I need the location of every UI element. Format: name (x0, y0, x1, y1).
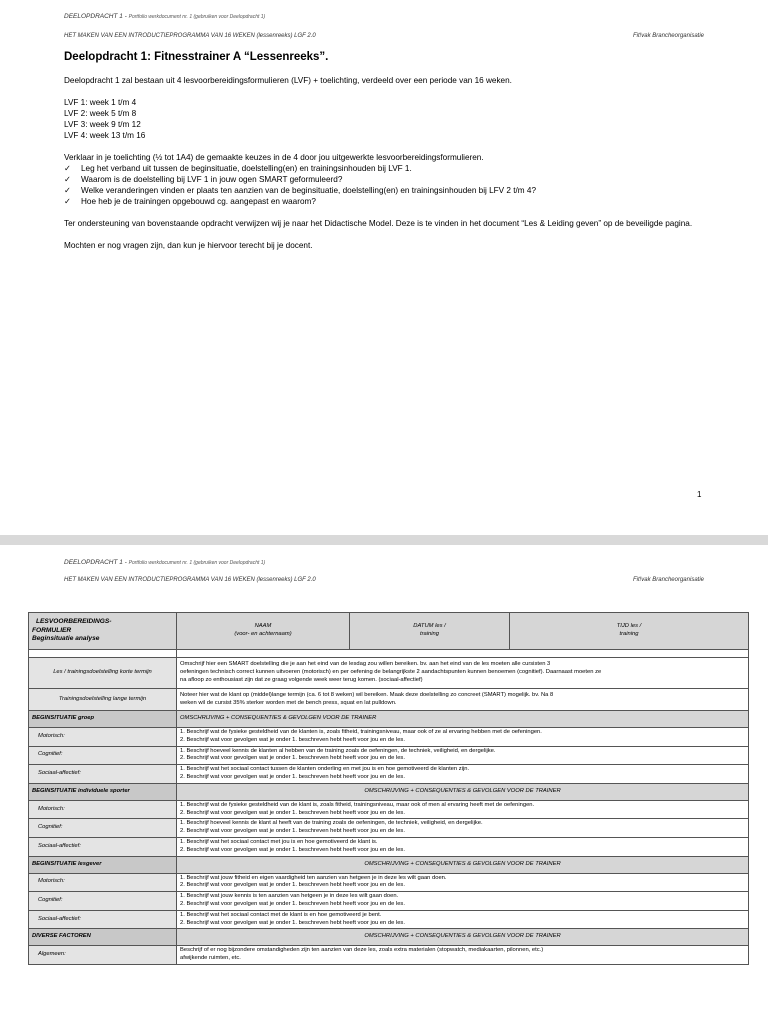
row-text-line: 2. Beschrijf wat voor gevolgen wat je onder 1. beschreven hebt heeft voor jou en de les. (180, 809, 405, 816)
row-label (29, 746, 177, 765)
row-label-text: Cognitief: (38, 824, 63, 831)
spacer-row (29, 650, 749, 658)
header-program-title: HET MAKEN VAN EEN INTRODUCTIEPROGRAMMA VAN 16 WEKEN (lessenreeks) LGF 2.0 (64, 577, 316, 583)
row-label-text: Motorisch: (38, 732, 65, 739)
row-content[interactable] (177, 689, 749, 711)
row-label (29, 819, 177, 838)
row-text-line: na afloop zo enthousiast zijn dat ze graag volgende week weer terug komen. (sociaal-affectief) (180, 676, 423, 683)
row-text-line: 2. Beschrijf wat voor gevolgen wat je onder 1. beschreven hebt heeft voor jou en de les. (180, 919, 405, 926)
page-header-title (64, 559, 265, 566)
row-label-text: Sociaal-affectief: (38, 842, 81, 849)
row-label-text: Sociaal-affectief: (38, 770, 81, 777)
row-text-line: weken wil de cursist 35% sterker worden met de bench press, squat en lat pulldown. (180, 699, 397, 706)
datum-sublabel: training (419, 631, 439, 637)
row-text-line: 1. Beschrijf wat jouw kennis is ten aanzien van hetgeen je in deze les wilt gaan doen. (180, 893, 399, 900)
row-label: Les / trainingsdoelstelling korte termijn (29, 658, 177, 689)
form-row (29, 728, 749, 747)
section-row (29, 929, 749, 946)
check-icon: ✓ (64, 164, 71, 173)
form-row (29, 892, 749, 911)
row-label (29, 728, 177, 747)
checklist-text: Waarom is de doelstelling bij LVF 1 in jouw ogen SMART geformuleerd? (81, 175, 343, 184)
tijd-sublabel: training (619, 631, 639, 637)
header-label: DEELOPDRACHT 1 - (64, 13, 129, 20)
row-content[interactable] (177, 765, 749, 784)
row-text-line: 1. Beschrijf wat het sociaal contact met de klant is en hoe gemotiveerd je bent. (180, 911, 382, 918)
row-text-line: 1. Beschrijf wat het sociaal contact tussen de klanten onderling en met jou is en hoe gemotiveerd de klanten zijn. (180, 766, 470, 773)
row-label-text: Sociaal-affectief: (38, 915, 81, 922)
row-label (29, 892, 177, 911)
form-row (29, 800, 749, 819)
row-text-line: Beschrijf of er nog bijzondere omstandigheden zijn ten aanzien van deze les, zoals extra materialen (stopwatch, mediakaarten, pilonnen, etc.) (180, 947, 544, 954)
row-content[interactable] (177, 946, 749, 965)
row-content[interactable] (177, 873, 749, 892)
form-row (29, 746, 749, 765)
support-text: Ter ondersteuning van bovenstaande opdracht verwijzen wij je naar het Didactische Model. Deze is te vinden in het document “Les & Leiding geven” op de beveiligde pagina. (64, 219, 693, 228)
header-sublabel: Portfolio werkdocument nr. 1 (gebruiken voor Deelopdracht 1) (128, 560, 266, 566)
assignment-body (64, 52, 714, 251)
row-text-line: Omschrijf hier een SMART doelstelling die je aan het eind van de lesdag zou willen bereiken. bv. aan het eind van de les moeten alle cursisten 3 (180, 661, 551, 668)
header-label: DEELOPDRACHT 1 - (64, 559, 129, 566)
row-label-text: Motorisch: (38, 878, 65, 885)
lvf-item: LVF 3: week 9 t/m 12 (64, 120, 141, 129)
document-page-2 (0, 545, 768, 1024)
page-separator (0, 535, 768, 545)
row-text-line: 1. Beschrijf wat de fysieke gesteldheid van de klanten is, zoals fitheid, trainingsniveau, maar ook of ze al ervaring hebben met de oefeningen. (180, 729, 542, 735)
section-row (29, 856, 749, 873)
section-heading: OMSCHRIJVING + CONSEQUENTIES & GEVOLGEN VOOR DE TRAINER (177, 711, 749, 728)
form-row (29, 689, 749, 711)
checklist-item (64, 174, 714, 185)
row-text-line: Noteer hier wat de klant op (middel)lange termijn (ca. 6 tot 8 weken) wil bereiken. Maak deze doelstelling zo concreet (SMART) mogelijk. bv. Na 8 (180, 691, 554, 698)
row-label (29, 910, 177, 929)
section-title: DIVERSE FACTOREN (29, 929, 177, 946)
section-title: BEGINSITUATIE lesgever (29, 856, 177, 873)
row-text-line: 2. Beschrijf wat voor gevolgen wat je onder 1. beschreven hebt heeft voor jou en de les. (180, 773, 405, 780)
lvf-list (64, 97, 714, 141)
lvf-item: LVF 2: week 5 t/m 8 (64, 109, 137, 118)
checklist-text: Leg het verband uit tussen de beginsituatie, doelstelling(en) en trainingsinhouden bij LVF 1. (81, 164, 412, 173)
section-heading: OMSCHRIJVING + CONSEQUENTIES & GEVOLGEN VOOR DE TRAINER (177, 783, 749, 800)
form-row (29, 873, 749, 892)
row-label (29, 837, 177, 856)
row-label (29, 800, 177, 819)
row-content[interactable] (177, 800, 749, 819)
explain-text: Verklaar in je toelichting (½ tot 1A4) de gemaakte keuzes in de 4 door jou uitgewerkte lesvoorbereidingsformulieren. (64, 153, 484, 162)
row-text-line: 1. Beschrijf wat het sociaal contact met jou is en hoe gemotiveerd de klant is. (180, 838, 378, 845)
datum-header-cell[interactable] (350, 613, 510, 650)
form-row (29, 910, 749, 929)
check-icon: ✓ (64, 186, 71, 195)
row-content[interactable] (177, 892, 749, 911)
tijd-label: TIJD les / (616, 623, 642, 630)
row-text-line: 2. Beschrijf wat voor gevolgen wat je onder 1. beschreven hebt heeft voor jou en de les. (180, 828, 405, 835)
form-title-line: FORMULIER (32, 626, 72, 634)
lesson-preparation-form (28, 612, 749, 965)
form-row (29, 765, 749, 784)
section-title: BEGINSITUATIE individuele sporter (29, 783, 177, 800)
naam-sublabel: (voor- en achternaam) (234, 631, 292, 637)
row-label-text: Cognitief: (38, 751, 63, 758)
section-row (29, 711, 749, 728)
row-text-line: 2. Beschrijf wat voor gevolgen wat je onder 1. beschreven hebt heeft voor jou en de les. (180, 882, 405, 889)
header-organisation: Fit!vak Brancheorganisatie (632, 33, 704, 39)
checklist (64, 163, 714, 207)
checklist-item (64, 185, 714, 196)
row-content[interactable] (177, 658, 749, 689)
row-text-line: 2. Beschrijf wat voor gevolgen wat je onder 1. beschreven hebt heeft voor jou en de les. (180, 736, 405, 743)
naam-label: NAAM (254, 623, 272, 630)
form-header-row (29, 613, 749, 650)
section-row (29, 783, 749, 800)
header-organisation: Fit!vak Brancheorganisatie (632, 577, 704, 583)
form-subtitle: Beginsituatie analyse (32, 635, 100, 643)
row-content[interactable] (177, 746, 749, 765)
form-title-line: LESVOORBEREIDINGS- (36, 618, 112, 626)
section-title: BEGINSITUATIE groep (29, 711, 177, 728)
row-label (29, 765, 177, 784)
row-text-line: 2. Beschrijf wat voor gevolgen wat je onder 1. beschreven hebt heeft voor jou en de les. (180, 755, 405, 762)
row-text-line: oefeningen technisch correct kunnen uitvoeren (motorisch) en per oefening de belangrijkste 2 aandachtspunten kunnen benoemen (cognitief). Daarnaast moeten ze (180, 669, 602, 676)
check-icon: ✓ (64, 175, 71, 184)
row-text-line: 1. Beschrijf wat de fysieke gesteldheid van de klant is, zoals fitheid, trainingsniveau, maar ook of men al ervaring heeft met de oefeningen. (180, 801, 535, 808)
checklist-text: Welke veranderingen vinden er plaats ten aanzien van de beginsituatie, doelstelling(en) en trainingsinhouden bij LFV 2 t/m 4? (81, 186, 537, 195)
page-header-subtitle (64, 577, 704, 583)
datum-label: DATUM les / (413, 623, 446, 630)
tijd-header-cell[interactable] (510, 613, 749, 650)
assignment-intro: Deelopdracht 1 zal bestaan uit 4 lesvoorbereidingsformulieren (LVF) + toelichting, verdeeld over een periode van 16 weken. (64, 76, 512, 85)
row-content[interactable] (177, 728, 749, 747)
page-number: 1 (697, 490, 702, 499)
checklist-text: Hoe heb je de trainingen opgebouwd cg. aangepast en waarom? (81, 197, 316, 206)
page-header-subtitle (64, 33, 704, 39)
row-text-line: 2. Beschrijf wat voor gevolgen wat je onder 1. beschreven hebt heeft voor jou en de les. (180, 900, 405, 907)
row-text-line: 1. Beschrijf hoeveel kennis de klanten al hebben van de training zoals de oefeningen, de techniek, veiligheid, en dergelijke. (180, 747, 496, 754)
row-content[interactable] (177, 837, 749, 856)
row-label-text: Algemeen: (38, 951, 66, 958)
header-program-title: HET MAKEN VAN EEN INTRODUCTIEPROGRAMMA VAN 16 WEKEN (lessenreeks) LGF 2.0 (64, 33, 316, 39)
row-text-line: 1. Beschrijf hoeveel kennis de klant al heeft van de training zoals de oefeningen, de techniek, veiligheid, en dergelijke. (180, 820, 483, 827)
assignment-title: Deelopdracht 1: Fitnesstrainer A “Lessenreeks”. (64, 51, 329, 63)
section-heading: OMSCHRIJVING + CONSEQUENTIES & GEVOLGEN VOOR DE TRAINER (177, 856, 749, 873)
header-sublabel: Portfolio werkdocument nr. 1 (gebruiken voor Deelopdracht 1) (128, 14, 266, 20)
row-label (29, 946, 177, 965)
form-row (29, 658, 749, 689)
form-row (29, 837, 749, 856)
section-heading: OMSCHRIJVING + CONSEQUENTIES & GEVOLGEN VOOR DE TRAINER (177, 929, 749, 946)
row-label-text: Cognitief: (38, 897, 63, 904)
row-label (29, 873, 177, 892)
row-text-line: afwijkende ruimten, etc. (180, 955, 241, 962)
row-content[interactable] (177, 910, 749, 929)
row-label-text: Motorisch: (38, 805, 65, 812)
form-row (29, 819, 749, 838)
row-content[interactable] (177, 819, 749, 838)
checklist-item (64, 196, 714, 207)
page-header-title (64, 13, 265, 20)
naam-header-cell[interactable] (177, 613, 350, 650)
row-text-line: 1. Beschrijf wat jouw fitheid en eigen vaardigheid ten aanzien van hetgeen je in deze les wilt gaan doen. (180, 874, 447, 881)
questions-text: Mochten er nog vragen zijn, dan kun je hiervoor terecht bij je docent. (64, 241, 313, 250)
row-label: Trainingsdoelstelling lange termijn (29, 689, 177, 711)
lvf-item: LVF 4: week 13 t/m 16 (64, 131, 146, 140)
row-text-line: 2. Beschrijf wat voor gevolgen wat je onder 1. beschreven hebt heeft voor jou en de les. (180, 846, 405, 853)
form-row (29, 946, 749, 965)
checklist-item (64, 163, 714, 174)
check-icon: ✓ (64, 197, 71, 206)
lvf-item: LVF 1: week 1 t/m 4 (64, 98, 137, 107)
form-title-cell (29, 613, 177, 650)
